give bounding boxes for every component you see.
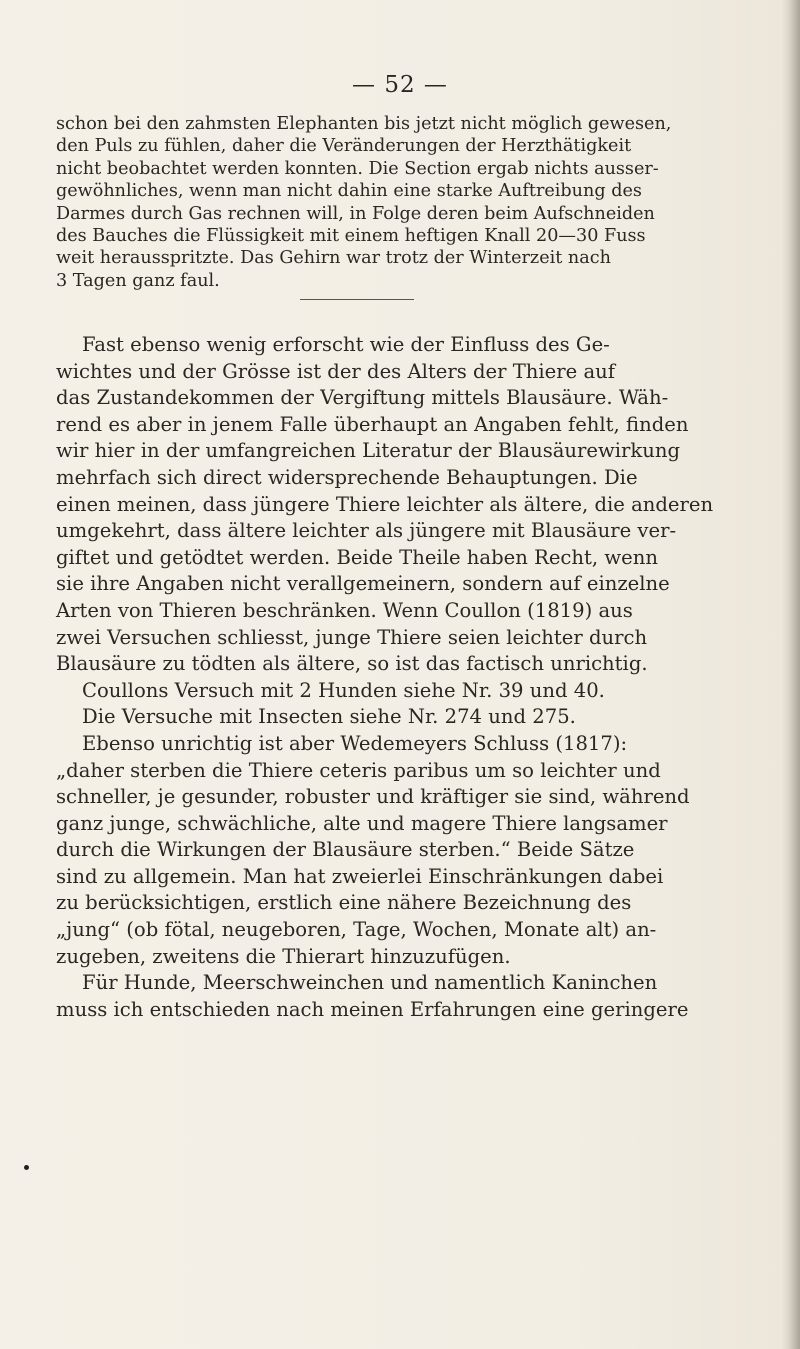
text-line: zugeben, zweitens die Thierart hinzuzufügen. <box>56 944 511 968</box>
text-line: das Zustandekommen der Vergiftung mittels Blausäure. Wäh- <box>56 386 669 410</box>
text-line: „jung“ (ob fötal, neugeboren, Tage, Wochen, Monate alt) an- <box>56 918 657 942</box>
text-line: Arten von Thieren beschränken. Wenn Coullon (1819) aus <box>56 598 633 622</box>
text-line: muss ich entschieden nach meinen Erfahrungen eine geringere <box>56 997 689 1021</box>
text-line: weit herausspritzte. Das Gehirn war trotz der Winterzeit nach <box>56 248 611 269</box>
text-line: Fast ebenso wenig erforscht wie der Einfluss des Ge- <box>82 333 610 356</box>
paragraph-2 <box>56 332 792 1023</box>
text-line: sie ihre Angaben nicht verallgemeinern, sondern auf einzelne <box>56 572 670 596</box>
paragraph-1 <box>56 113 792 292</box>
text-line: gewöhnliches, wenn man nicht dahin eine starke Auftreibung des <box>56 181 642 202</box>
text-line: Die Versuche mit Insecten siehe Nr. 274 und 275. <box>82 705 576 729</box>
text-line: Ebenso unrichtig ist aber Wedemeyers Schluss (1817): <box>82 731 628 755</box>
text-line: sind zu allgemein. Man hat zweierlei Einschränkungen dabei <box>56 864 664 888</box>
section-divider <box>300 299 414 300</box>
text-line: „daher sterben die Thiere ceteris paribus um so leichter und <box>56 758 661 782</box>
text-line: zwei Versuchen schliesst, junge Thiere seien leichter durch <box>56 625 648 649</box>
text-line: wir hier in der umfangreichen Literatur der Blausäurewirkung <box>56 439 681 463</box>
text-line: schneller, je gesunder, robuster und kräftiger sie sind, während <box>56 785 690 809</box>
text-line: zu berücksichtigen, erstlich eine nähere Bezeichnung des <box>56 891 632 915</box>
stray-dot <box>24 1165 29 1170</box>
text-line: schon bei den zahmsten Elephanten bis jetzt nicht möglich gewesen, <box>56 114 672 134</box>
text-line: durch die Wirkungen der Blausäure sterben.“ Beide Sätze <box>56 838 635 862</box>
text-line: den Puls zu fühlen, daher die Veränderungen der Herzthätigkeit <box>56 136 632 157</box>
text-line: Blausäure zu tödten als ältere, so ist das factisch unrichtig. <box>56 652 648 676</box>
text-line: ganz junge, schwächliche, alte und magere Thiere langsamer <box>56 811 668 835</box>
text-line: nicht beobachtet werden konnten. Die Section ergab nichts ausser- <box>56 158 659 179</box>
text-line: wichtes und der Grösse ist der des Alters der Thiere auf <box>56 359 616 383</box>
text-line: Coullons Versuch mit 2 Hunden siehe Nr. 39 und 40. <box>82 678 605 702</box>
text-line: rend es aber in jenem Falle überhaupt an Angaben fehlt, finden <box>56 412 689 436</box>
text-line: des Bauches die Flüssigkeit mit einem heftigen Knall 20—30 Fuss <box>56 225 646 246</box>
text-line: einen meinen, dass jüngere Thiere leichter als ältere, die anderen <box>56 492 714 516</box>
text-line: giftet und getödtet werden. Beide Theile haben Recht, wenn <box>56 545 658 569</box>
text-line: Darmes durch Gas rechnen will, in Folge deren beim Aufschneiden <box>56 203 655 224</box>
text-line: mehrfach sich direct widersprechende Behauptungen. Die <box>56 465 638 489</box>
page-number: — 52 — <box>352 72 448 98</box>
text-line: 3 Tagen ganz faul. <box>56 270 220 291</box>
text-line: umgekehrt, dass ältere leichter als jüngere mit Blausäure ver- <box>56 519 677 543</box>
text-line: Für Hunde, Meerschweinchen und namentlich Kaninchen <box>82 971 658 995</box>
